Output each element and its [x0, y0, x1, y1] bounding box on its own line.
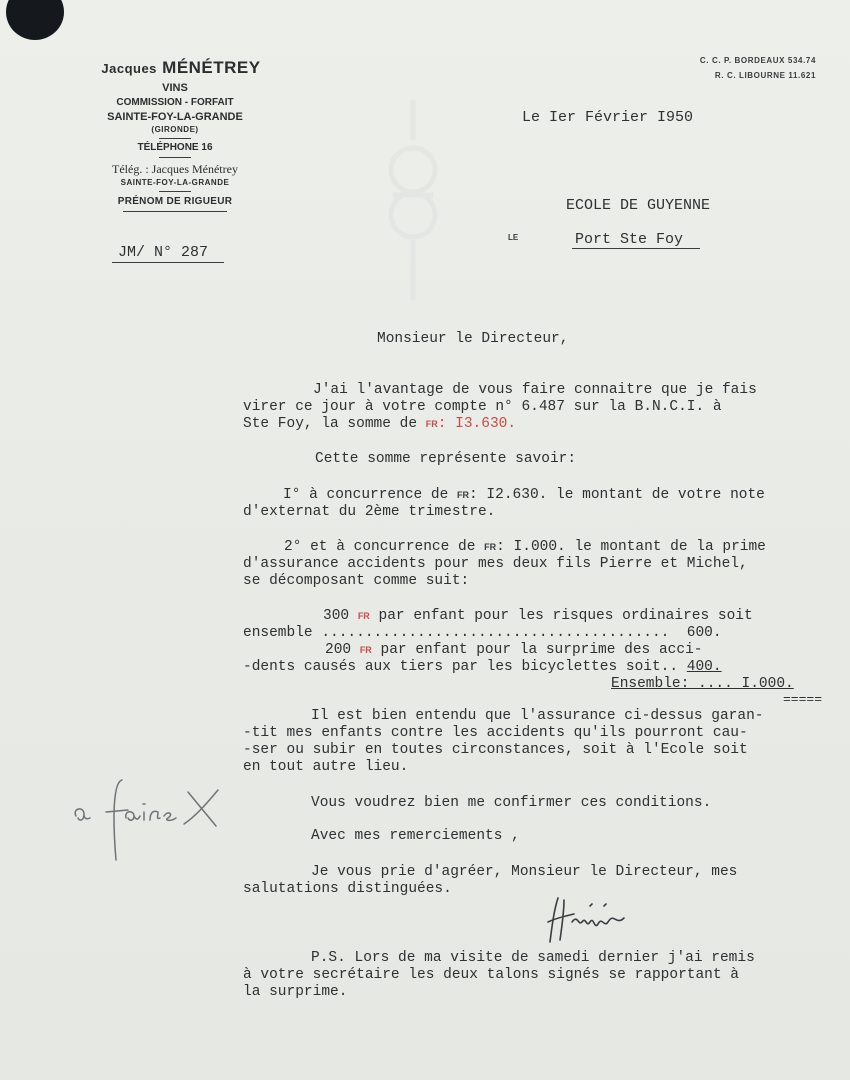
- paragraph-line: Avec mes remerciements ,: [311, 828, 520, 844]
- paragraph-line: Il est bien entendu que l'assurance ci-dessus garan-: [311, 708, 764, 724]
- company-first-name: Jacques: [101, 61, 157, 76]
- currency-label: FR: [357, 611, 370, 621]
- paragraph-line: d'assurance accidents pour mes deux fils Pierre et Michel,: [243, 556, 748, 572]
- letterhead-line-region: (GIRONDE): [151, 125, 199, 134]
- reference-number: JM/ N° 287: [118, 244, 209, 261]
- paragraph-line: Vous voudrez bien me confirmer ces conditions.: [311, 795, 712, 811]
- paragraph-line: 2° et à concurrence de FR: I.000. le montant de la prime: [284, 539, 766, 555]
- letterhead-line-commission: COMMISSION - FORFAIT: [116, 97, 234, 108]
- paragraph-line: se décomposant comme suit:: [243, 573, 470, 589]
- breakdown-line: -dents causés aux tiers par les bicyclettes soit.. 400.: [243, 659, 722, 675]
- postscript-line: la surprime.: [243, 984, 348, 1000]
- currency-label: FR: [457, 490, 470, 500]
- rc-number: R. C. LIBOURNE 11.621: [714, 71, 816, 80]
- breakdown-line: ensemble ........................................ 600.: [243, 625, 722, 641]
- letterhead-line-vins: VINS: [162, 82, 188, 94]
- signature: [544, 892, 630, 948]
- postscript-line: P.S. Lors de ma visite de samedi dernier j'ai remis: [311, 950, 755, 966]
- ccp-number: C. C. P. BORDEAUX 534.74: [699, 56, 816, 65]
- paragraph-line: d'externat du 2ème trimestre.: [243, 504, 496, 520]
- currency-label: FR: [484, 542, 497, 552]
- letter-date: Le Ier Février I950: [522, 109, 694, 126]
- currency-label: FR: [359, 645, 372, 655]
- letterhead-telegraph: Télég. : Jacques Ménétrey: [112, 162, 238, 176]
- recipient-le-label: LE: [508, 233, 519, 242]
- total-line: Ensemble: .... I.000.: [611, 676, 794, 692]
- surprime-amount: 400.: [686, 659, 722, 675]
- letterhead-phone: TÉLÉPHONE 16: [137, 142, 213, 153]
- paragraph-line: Je vous prie d'agréer, Monsieur le Directeur, mes: [311, 864, 738, 880]
- salutation: Monsieur le Directeur,: [377, 331, 569, 347]
- paragraph-line: en tout autre lieu.: [243, 759, 409, 775]
- recipient-name: ECOLE DE GUYENNE: [566, 197, 711, 214]
- recipient-city: Port Ste Foy: [575, 231, 684, 248]
- postscript-line: à votre secrétaire les deux talons signés se rapportant à: [243, 967, 739, 983]
- transfer-amount: : I3.630.: [437, 416, 517, 432]
- paragraph-line: Ste Foy, la somme de FR: I3.630.: [243, 416, 517, 432]
- letterhead-telegraph-town: SAINTE-FOY-LA-GRANDE: [120, 178, 230, 187]
- letterhead-prenom: PRÉNOM DE RIGUEUR: [117, 196, 233, 207]
- company-last-name: MÉNÉTREY: [162, 58, 261, 77]
- paragraph-line: virer ce jour à votre compte n° 6.487 sur la B.N.C.I. à: [243, 399, 722, 415]
- letterhead-line-town: SAINTE-FOY-LA-GRANDE: [107, 111, 243, 123]
- total-double-rule: =====: [783, 692, 823, 707]
- margin-note-handwriting: [70, 772, 230, 867]
- paragraph-line: -ser ou subir en toutes circonstances, soit à l'Ecole soit: [243, 742, 748, 758]
- paragraph-line: Cette somme représente savoir:: [315, 451, 577, 467]
- breakdown-line: 300 FR par enfant pour les risques ordinaires soit: [323, 608, 753, 624]
- breakdown-line: 200 FR par enfant pour la surprime des acci-: [325, 642, 703, 658]
- currency-label: FR: [425, 419, 438, 429]
- paragraph-line: J'ai l'avantage de vous faire connaitre que je fais: [313, 382, 757, 398]
- paragraph-line: salutations distinguées.: [243, 881, 452, 897]
- paragraph-line: I° à concurrence de FR: I2.630. le montant de votre note: [283, 487, 765, 503]
- paragraph-line: -tit mes enfants contre les accidents qu'ils pourront cau-: [243, 725, 748, 741]
